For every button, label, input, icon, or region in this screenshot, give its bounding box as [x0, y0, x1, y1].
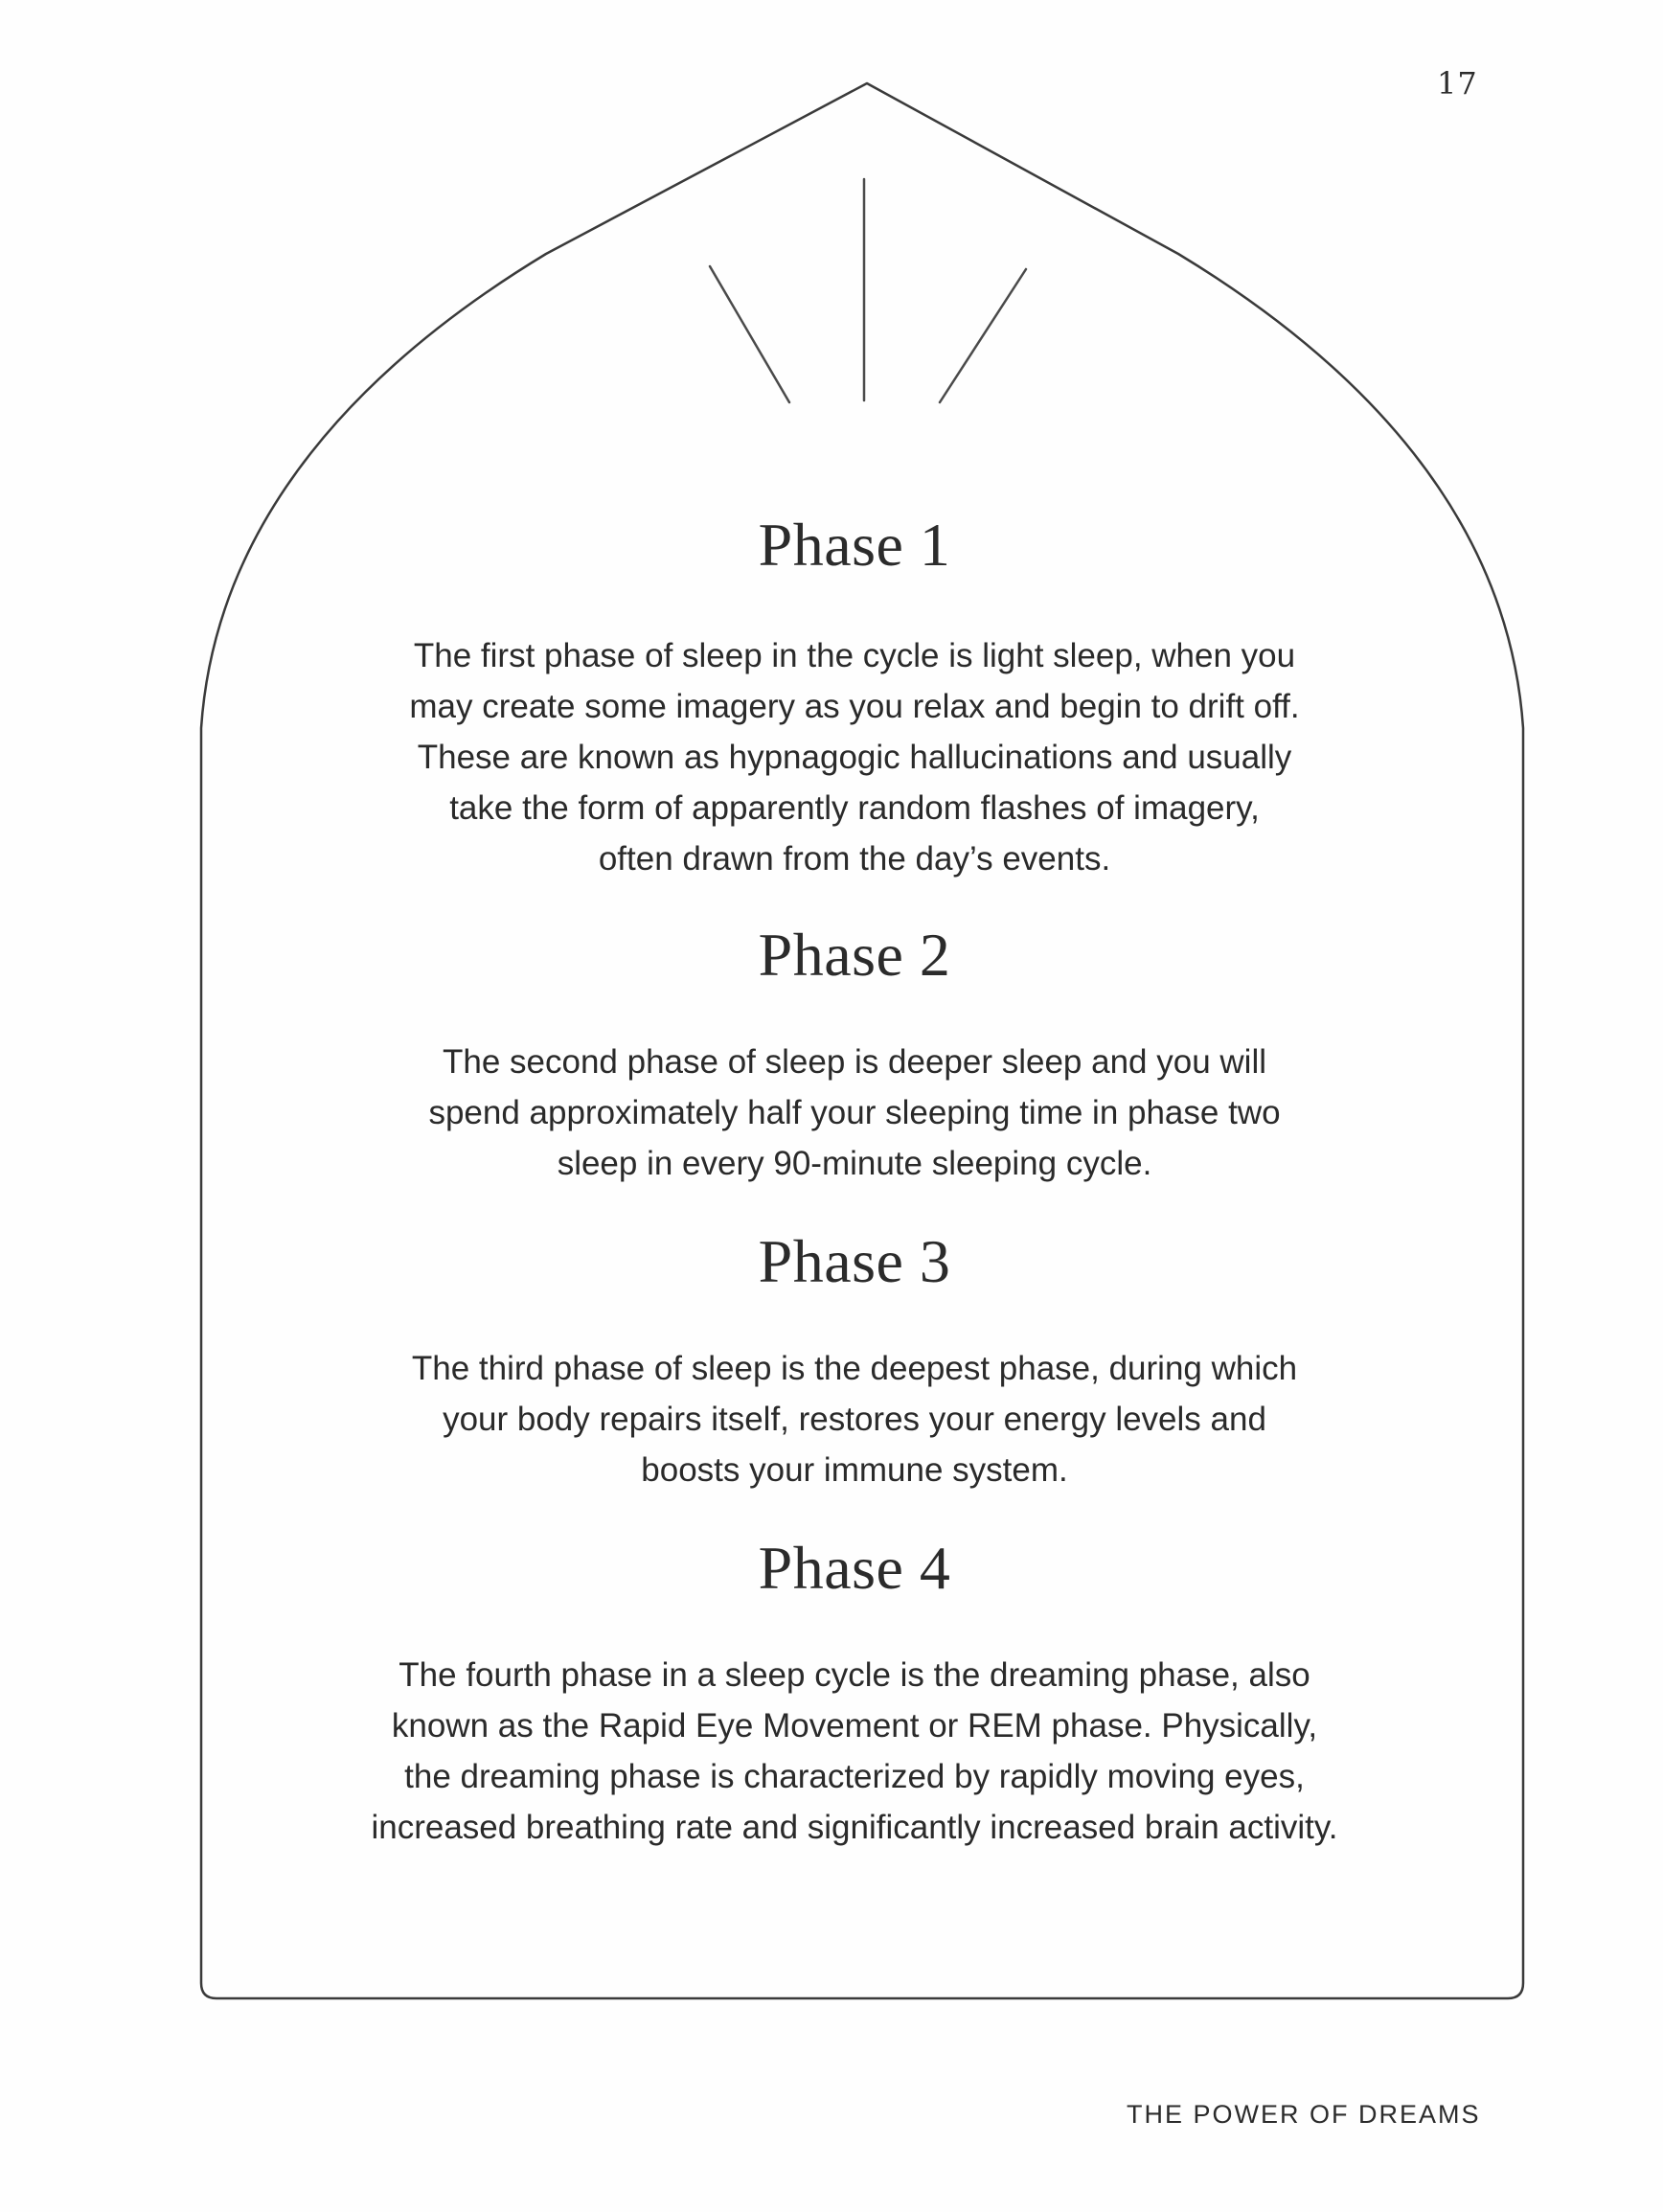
page-number: 17 [1437, 65, 1478, 102]
phase-3-line: your body repairs itself, restores your energy levels and [443, 1401, 1266, 1438]
phase-1-line: These are known as hypnagogic hallucinations and usually [417, 739, 1292, 776]
phase-2-heading: Phase 2 [758, 921, 951, 989]
phase-3-heading: Phase 3 [758, 1227, 951, 1295]
phase-4-line: increased breathing rate and significantly increased brain activity. [371, 1809, 1338, 1846]
phase-3-line: The third phase of sleep is the deepest phase, during which [411, 1350, 1298, 1387]
phase-2-line: spend approximately half your sleeping time in phase two [428, 1094, 1281, 1131]
phase-2-body [249, 1037, 1460, 1189]
sunburst-icon [710, 179, 1026, 402]
phase-1-line: may create some imagery as you relax and begin to drift off. [409, 688, 1300, 725]
phase-1-line: often drawn from the day’s events. [598, 840, 1111, 878]
phase-1-heading: Phase 1 [758, 511, 951, 579]
phase-4-line: the dreaming phase is characterized by rapidly moving eyes, [404, 1758, 1305, 1795]
phase-3-line: boosts your immune system. [641, 1451, 1068, 1489]
running-footer: THE POWER OF DREAMS [1127, 2100, 1481, 2129]
phase-4-heading: Phase 4 [758, 1534, 951, 1602]
phase-3-body [249, 1343, 1460, 1495]
phase-4-line: The fourth phase in a sleep cycle is the dreaming phase, also [399, 1656, 1310, 1694]
phase-1-line: take the form of apparently random flashes of imagery, [449, 789, 1260, 827]
phase-4-line: known as the Rapid Eye Movement or REM phase. Physically, [391, 1707, 1318, 1745]
phase-1-line: The first phase of sleep in the cycle is light sleep, when you [413, 637, 1296, 674]
phase-4-body [249, 1650, 1460, 1853]
phase-2-line: The second phase of sleep is deeper sleep and you will [443, 1043, 1266, 1081]
phase-2-line: sleep in every 90-minute sleeping cycle. [557, 1145, 1152, 1182]
phase-1-body [249, 630, 1460, 884]
